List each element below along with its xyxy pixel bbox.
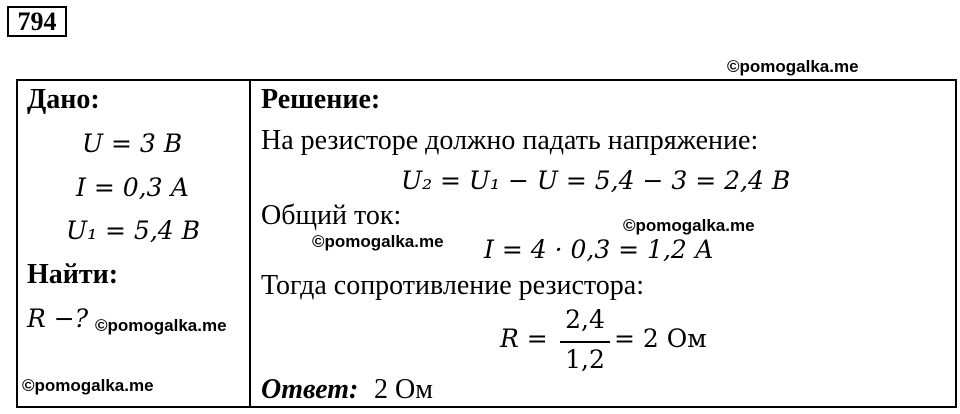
given-line-1: U = 3 В <box>82 129 183 158</box>
equation-3-fraction <box>560 305 610 385</box>
solution-heading: Решение: <box>261 84 381 115</box>
solution-text-1: На резисторе должно падать напряжение: <box>261 125 759 156</box>
given-line-2: I = 0,3 А <box>76 173 190 202</box>
equation-2: I = 4 · 0,3 = 1,2 А <box>484 235 714 264</box>
answer-label: Ответ: <box>261 374 359 405</box>
watermark-left-mid: ©pomogalka.me <box>95 316 227 335</box>
find-line: R −? <box>27 304 89 333</box>
equation-3-lhs: R = <box>500 324 548 353</box>
watermark-left-bottom: ©pomogalka.me <box>22 376 154 395</box>
solution-text-2: Общий ток: <box>261 200 402 231</box>
problem-number: 794 <box>7 6 67 37</box>
watermark-right: ©pomogalka.me <box>623 216 755 235</box>
find-heading: Найти: <box>27 259 119 290</box>
solution-text-3: Тогда сопротивление резистора: <box>261 270 644 301</box>
given-line-3: U₁ = 5,4 В <box>66 216 201 245</box>
fraction-numerator: 2,4 <box>565 305 605 334</box>
column-divider <box>249 79 251 408</box>
answer-value: 2 Ом <box>374 374 433 405</box>
given-heading: Дано: <box>27 84 100 115</box>
watermark-center: ©pomogalka.me <box>312 232 444 251</box>
equation-3-rhs: = 2 Ом <box>614 324 707 353</box>
watermark-top: ©pomogalka.me <box>727 57 859 76</box>
fraction-bar <box>560 341 610 343</box>
equation-1: U₂ = U₁ − U = 5,4 − 3 = 2,4 В <box>401 166 791 195</box>
fraction-denominator: 1,2 <box>565 345 605 374</box>
